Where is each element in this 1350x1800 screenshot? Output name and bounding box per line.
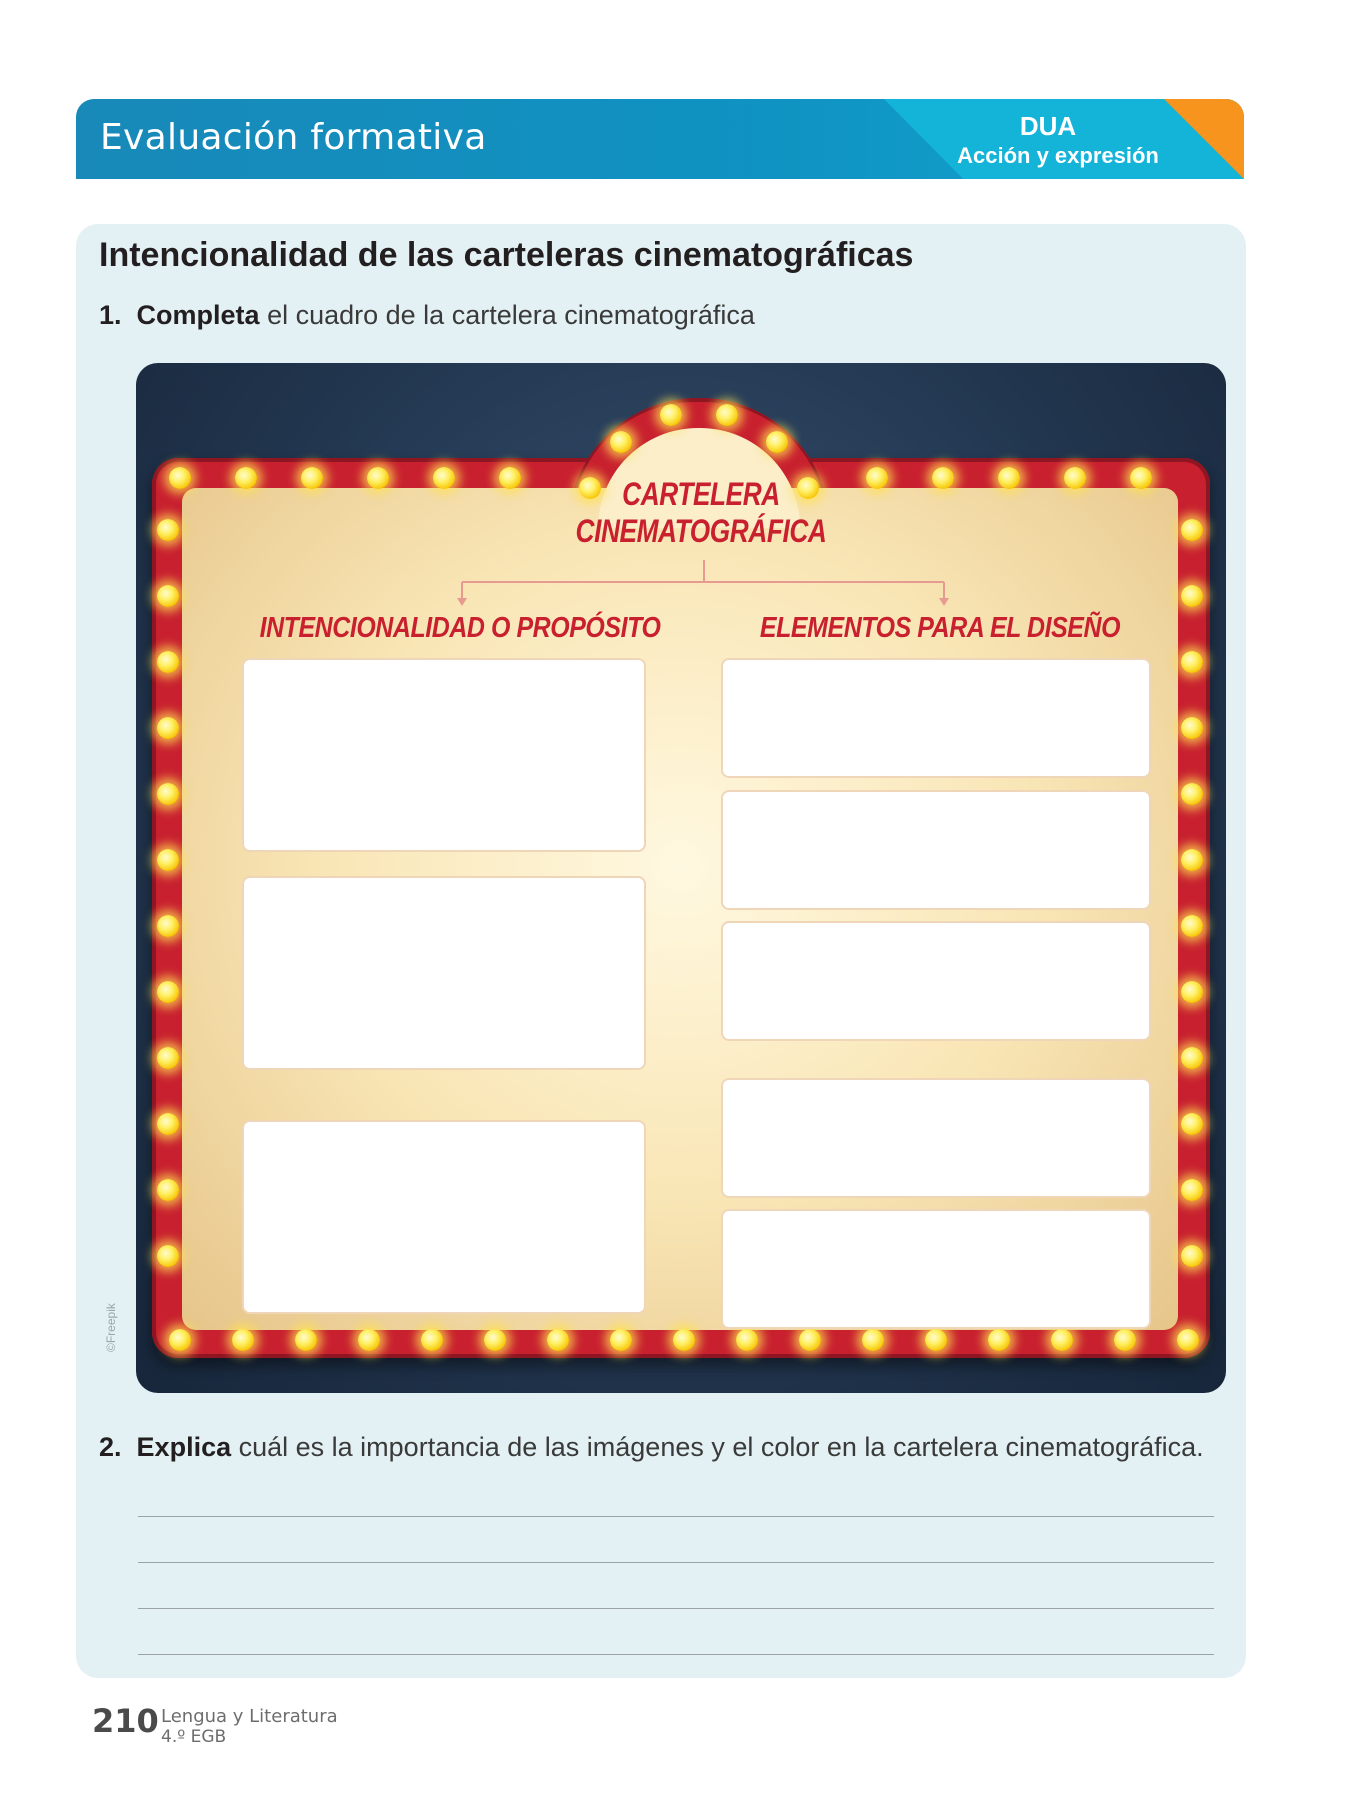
answer-box-design-1[interactable] [721,658,1151,778]
answer-line-2[interactable] [138,1562,1214,1563]
question-2-text: cuál es la importancia de las imágenes y el color en la cartelera cinematográfica. [231,1432,1204,1462]
header-banner [76,99,1244,179]
footer-grade: 4.º EGB [161,1727,227,1747]
dua-title: DUA [1019,111,1077,141]
answer-line-3[interactable] [138,1608,1214,1609]
answer-box-purpose-3[interactable] [242,1120,646,1314]
question-1 [99,300,755,331]
question-2-number: 2. [99,1432,122,1462]
board-title [576,476,827,550]
section-title: Intencionalidad de las carteleras cinematográficas [99,236,914,274]
answer-box-purpose-1[interactable] [242,658,646,852]
question-1-number: 1. [99,300,122,330]
heading-elementos-diseno: ELEMENTOS PARA EL DISEÑO [759,612,1121,644]
question-2 [99,1432,1204,1463]
board-title-line-1: CARTELERA [622,476,780,512]
question-1-text: el cuadro de la cartelera cinematográfica [259,300,755,330]
answer-line-4[interactable] [138,1654,1214,1655]
answer-box-purpose-2[interactable] [242,876,646,1070]
answer-box-design-5[interactable] [721,1209,1151,1329]
answer-box-design-4[interactable] [721,1078,1151,1198]
question-1-verb: Completa [136,300,260,330]
dua-subtitle: Acción y expresión [957,143,1159,168]
heading-intencionalidad: INTENCIONALIDAD O PROPÓSITO [259,612,661,644]
image-credit: ©Freepik [104,1303,118,1352]
banner-title: Evaluación formativa [100,117,487,158]
answer-line-1[interactable] [138,1516,1214,1517]
page-number: 210 [92,1702,159,1740]
question-2-verb: Explica [136,1432,232,1462]
answer-box-design-2[interactable] [721,790,1151,910]
footer-subject: Lengua y Literatura [161,1706,338,1727]
answer-box-design-3[interactable] [721,921,1151,1041]
board-title-line-2: CINEMATOGRÁFICA [575,513,827,549]
